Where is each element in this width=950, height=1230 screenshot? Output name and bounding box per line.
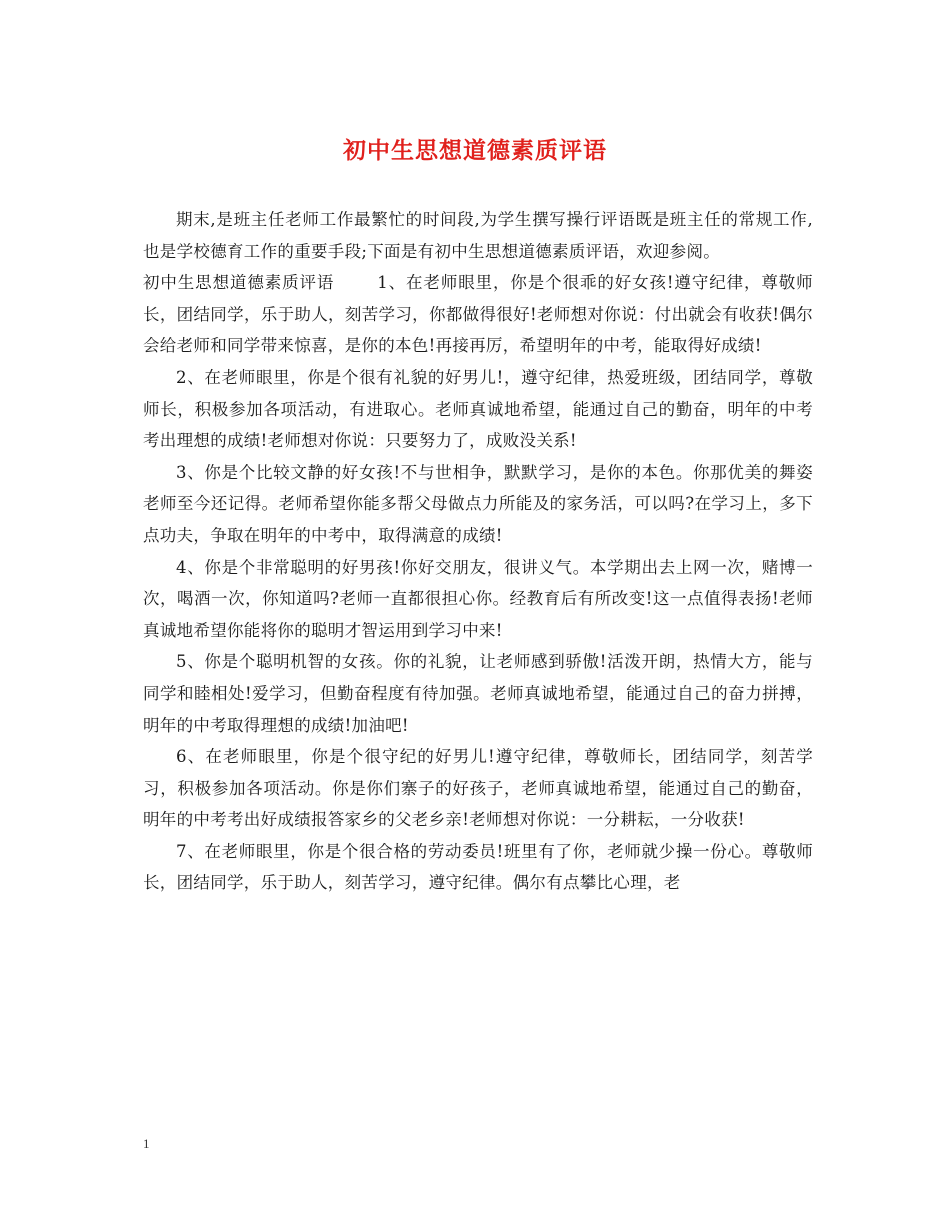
comment-item-3: 3、你是个比较文静的好女孩!不与世相争，默默学习，是你的本色。你那优美的舞姿老师至今还记得。老师希望你能多帮父母做点力所能及的家务活，可以吗?在学习上，多下点功夫，争取在明年的中考中，取得满意的成绩! [143,462,813,545]
comment-item-4: 4、你是个非常聪明的好男孩!你好交朋友，很讲义气。本学期出去上网一次，赌博一次，喝酒一次，你知道吗?老师一直都很担心你。经教育后有所改变!这一点值得表扬!老师真诚地希望你能将你的聪明才智运用到学习中来! [143,557,813,640]
section-heading: 初中生思想道德素质评语 [143,273,335,293]
comment-item-5: 5、你是个聪明机智的女孩。你的礼貌，让老师感到骄傲!活泼开朗，热情大方，能与同学和睦相处!爱学习，但勤奋程度有待加强。老师真诚地希望，能通过自己的奋力拼搏，明年的中考取得理想的成绩!加油吧! [143,652,813,735]
heading-gap [334,273,377,292]
document-title: 初中生思想道德素质评语 [343,137,607,164]
comment-item-1: 1、在老师眼里，你是个很乖的好女孩!遵守纪律，尊敬师长，团结同学，乐于助人，刻苦学习，你都做得很好!老师想对你说：付出就会有收获!偶尔会给老师和同学带来惊喜，是你的本色!再接再厉，希望明年的中考，能取得好成绩! [143,273,813,356]
intro-paragraph: 期末,是班主任老师工作最繁忙的时间段,为学生撰写操行评语既是班主任的常规工作,也是学校德育工作的重要手段;下面是有初中生思想道德素质评语，欢迎参阅。 [143,210,813,261]
first-item-paragraph [143,267,813,362]
comment-item-2: 2、在老师眼里，你是个很有礼貌的好男儿!，遵守纪律，热爱班级，团结同学，尊敬师长，积极参加各项活动，有进取心。老师真诚地希望，能通过自己的勤奋，明年的中考考出理想的成绩!老师想对你说：只要努力了，成败没关系! [143,367,813,451]
document-body [143,204,813,899]
page-number: 1 [143,1136,150,1151]
comment-item-7: 7、在老师眼里，你是个很合格的劳动委员!班里有了你，老师就少操一份心。尊敬师长，团结同学，乐于助人，刻苦学习，遵守纪律。偶尔有点攀比心理，老 [143,841,813,893]
comment-item-6: 6、在老师眼里，你是个很守纪的好男儿!遵守纪律，尊敬师长，团结同学，刻苦学习，积极参加各项活动。你是你们寨子的好孩子，老师真诚地希望，能通过自己的勤奋，明年的中考考出好成绩报答家乡的父老乡亲!老师想对你说：一分耕耘，一分收获! [143,747,813,830]
